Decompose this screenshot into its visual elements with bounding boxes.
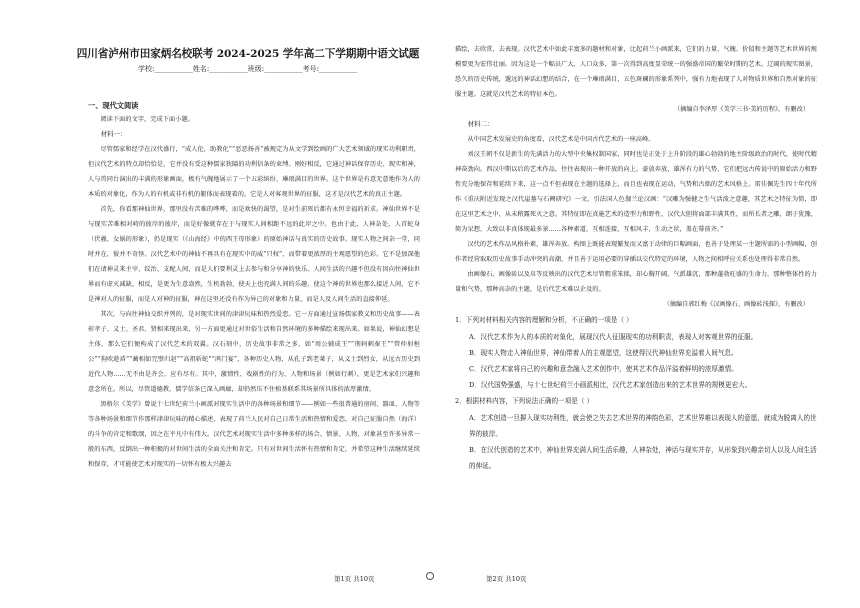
page-number-left: 第1页 共10页: [334, 575, 375, 583]
material-1-paragraph: 黑格尔《美学》曾说十七世纪荷兰小画派对现实生活中的各种场景和细节——例如一些很普通的房间、器皿、人物等等各种场景和细节作那样津津玩味的精心描述，表现了荷兰人民对自己日常生活和热情和爱恋，对自己征服自然（海洋）的斗争的肯定和歌颂，因之在平凡中有伟大。汉代艺术对现实生活中多种多样的场合、情景、人物、对象甚至许多异常一般的东西，反倒出一种积极的对世间生活的全面关注和肯定。只有对世间生活怀有热情和肯定，并希望这种生活继续延续和保存，才可能使艺术对现实的一切怀有极大兴趣去: [88, 401, 420, 468]
question-2-option-b[interactable]: B．在汉代创造的艺术中，神仙世界充满人间生活乐趣，人神杂处，神话与现实并存，从形象到兴趣亲切人以及人间生活的伸延。: [469, 446, 817, 470]
material-2-label: 材料二：: [467, 120, 494, 128]
instruction-text: 阅读下面的文字，完成下面小题。: [100, 116, 194, 123]
question-1-option-a[interactable]: A．汉代艺术作为人的本质的对象化，展现汉代人征服现实的功利职责，表现人对客观世界的征服。: [469, 333, 758, 341]
material-2-source: （摘编自郭红梅《汉画像石、画像砖浅探》，有删改）: [663, 301, 809, 308]
student-info-line: 学校:___________姓名:___________班级:___________考号:___________: [138, 65, 358, 73]
material-1-source: （摘编自李泽厚《美学三书·美的历程》，有删改）: [674, 106, 809, 113]
section-heading: 一、现代文阅读: [88, 101, 139, 110]
right-column: [455, 42, 817, 566]
material-1-paragraph: 尽管儒家和经学在汉代盛行，“成人伦，助教化”“恶恶扬善”被规定为从文学到绘画的广大艺术领域的现实功利职责，但汉代艺术的特点却恰恰是，它并没有受这种儒家狭隘的功利信条的束缚。刚好相反，它通过神话保存历史、现实和神，人与兽同台演出的丰满的形象画面，极有气魄地展示了一个五彩缤纷、琳琅满目的世界。这个世界是有意无意地作为人的本质的对象化，作为人的有机或非有机的躯体而表现着的。它是人对客观世界的征服，这才是汉代艺术的真正主题。: [88, 146, 420, 198]
question-2-option-a[interactable]: A．艺术创造一旦摒入现实功利性，就会使之失去艺术世界的神韵色彩，艺术世界难以表现人的意愿，就成为脱离人的世界的彼岸。: [469, 414, 817, 438]
material-2-paragraph: 从中国艺术发展史的角度看，汉代艺术是中国古代艺术的一座高峰。: [467, 136, 655, 143]
left-column: [88, 112, 420, 472]
material-1-paragraph: 首先，你看那神仙世界，那里没有苦难的哗哗，而是欢快的渴望，是对生前死后都有永恒幸福的祈求。神仙世界不是与现实苦难相对峙的彼岸的彼岸，而是好像就存在于与现实人间相距不远的此岸之中。也由于此，人神杂处，人首蛇身（伏羲、女娲的形象），仍是现实（《山海经》中的西王母形象）的原始神话与真实的历史故事、现实人物之间杂一堂，同时并在，彼并不奇怪。汉代艺术中的神仙不再具有在现实中的威“只权”，而带着更浓厚的主观愿望的色彩。它不是加深他们在请神灵来主宰、纹治、支配人间，而是人们要利灵上去参与和分享神的快乐。人间生活的兴趣不但没有因向往神仙世界而有虚灭减缺，相反，是更为生意盎然，生机勃勃，使天上也充满人间的乐趣，使这个神的世界也那么接近人间，它不是神对人的征服，而是人对神的征服，神在这里还没有作为异己的对象和力量，而是人及人间生活的直接伸延。: [88, 206, 420, 303]
material-2-paragraph: 由画像石、画像砖以及帛等反映出的汉代艺术尽管粗重笨拙，却心胸开阔，气派雄沉，那种蓬勃旺盛的生命力，那种整体性的力量和气势，那种高杂的主题，是后代艺术难以企及的。: [455, 271, 817, 293]
exam-title: 四川省泸州市田家炳名校联考 2024-2025 学年高二下学期期中语文试题: [76, 48, 420, 60]
page-number-right: 第2页 共10页: [486, 575, 527, 583]
material-2-paragraph: 刘汉王朝不仅是新生的先满活力的大型中央集权制国家，同时也是正处于上升阶段的雄心勃勃的地主阶级政治的时代，使时代精神奋劲向。西汉中期以后的艺术作品，往往表现出一种开放的向上，豪放奔放，雄浑有力的气势，它们把远古传说中的原始活力和野性充分地保存和延续下来，这一点不但表现在主题的选择上，而且也表现在运动，气势和古拙的艺术风格上。雷佳佩先生四十年代所作《重庆附近发现之汉代崖墓与石阙研究》一文，引法国人色伽兰论汉画：“汉雕为强健之生气活泼之意趣，其艺术之特征为简，即在这里艺术之中，从未稍露死灭之意。其特征即在真施艺术的造型力和野性，汉代大胆将面部丰满其性，而所长者之雕，朗于犹豫，简为呆想，大致以非真体现最多景……各种素道，互相连接，互相风丰，生动之状，盖在幕前齐。”: [455, 151, 817, 233]
question-2: 2．根据材料内容，下列说法正确的一项是（ ）: [455, 397, 594, 405]
material-1-label: 材料一：: [100, 130, 127, 138]
binding-circle-icon: [426, 572, 434, 580]
material-1-paragraph: 其次，与向往神仙交织并列的，是对现实世间的津津玩味和热烈爱恋。它一方面通过宣扬儒家教义和历史故事——表彰孝子、义士、圣君、贤相来现出来，另一方面更通过对世俗生活和自然环境的多种描绘来现出来。如果说，神仙幻想是主体，那么它们便构成了汉代艺术的双翼。汉石刻中，历史故事非常之多，如“周公辅成王”“荆轲刺秦王”“管仲射桓公”“狗吹趁盾”“蔺相如完璧归赵”“高祖斩蛇”“鸿门宴”，各种历史人物，从孔子到老莱子，从义士到烈女，从远古历史到近代人物……无不由是齐会，应有尽有。其中，激情性、戏剧性的行为、人物和场景（例如行刺），更是艺术家们兴趣和意念所在。所以，尽管道德教、儒学信条已深入画廊，却仍然压不住植基联系其场景所具体的浓厚激情。: [88, 311, 420, 393]
question-1-option-b[interactable]: B．现实人物走入神仙世界，神仙带着人的主观愿望，这使得汉代神仙世界充溢着人间气息。: [469, 349, 738, 357]
question-1-option-d[interactable]: D．汉代国势强盛，与十七世纪荷兰小画派相比，汉代艺术家创造出来的艺术世界的规模更宏大。: [469, 381, 752, 389]
material-2-paragraph: 汉代的艺术作品风格朴素，雄浑奔放。构图上既能表现繁复而又富于动律的巨幅画面，也善于处理某一主题所需的小型画幅，创作者经营取取历史故事手动冲突的高潮，并且善于运用必要的穿插以交代特定的环境，人物之间相呼应关系也处理得非常自然。: [455, 241, 817, 263]
question-1: 1．下列对材料相关内容的理解和分析，不正确的一项是（ ）: [455, 316, 633, 324]
question-1-option-c[interactable]: C．汉代艺术家将自己的兴趣和意念融入艺术创作中，使其艺术作品洋溢着鲜明的浓厚激情。: [469, 365, 738, 373]
material-1-continuation: 描绘，去欣赏，去表现。汉代艺术中如此丰富多的题材和对象，比起荷兰小画派来，它们的力量、气魄、价值和主题等艺术世界的规模要更为宏伟壮丽。因为这是一个幅员广大，人口众多，第一次得到高度显荣统一的强盛帝国的繁荣时期的艺术。辽阔的现实图景，恐久的历史传统，邈远的神话幻想的结合，在一个琳琅满目，五色斑斓的形象系列中，强有力地表现了人对物质世界和自然对象的征服主题。这就是汉代艺术的特征本色。: [455, 46, 817, 98]
